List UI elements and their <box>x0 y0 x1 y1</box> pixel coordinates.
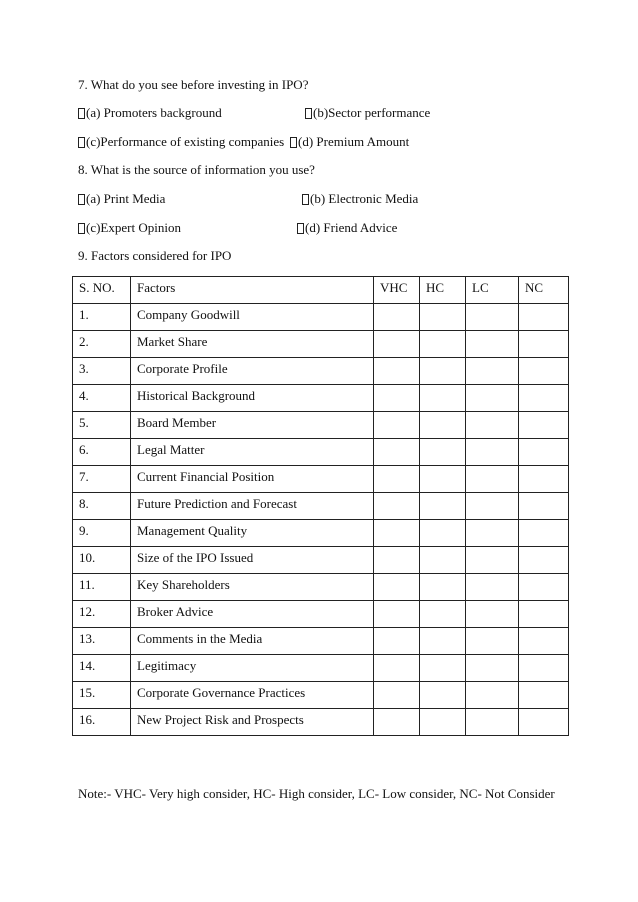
factor-name: Broker Advice <box>131 601 374 628</box>
checkbox-icon[interactable] <box>290 137 297 148</box>
rating-cell-nc[interactable] <box>519 439 569 466</box>
rating-cell-nc[interactable] <box>519 466 569 493</box>
table-row <box>73 547 569 574</box>
rating-cell-nc[interactable] <box>519 331 569 358</box>
factor-name: Historical Background <box>131 385 374 412</box>
row-number: 10. <box>73 547 131 574</box>
factor-name: Future Prediction and Forecast <box>131 493 374 520</box>
header-lc: LC <box>466 277 519 304</box>
rating-cell-hc[interactable] <box>420 358 466 385</box>
checkbox-icon[interactable] <box>297 223 304 234</box>
rating-cell-hc[interactable] <box>420 628 466 655</box>
rating-cell-hc[interactable] <box>420 520 466 547</box>
rating-cell-lc[interactable] <box>466 682 519 709</box>
row-number: 16. <box>73 709 131 736</box>
rating-cell-hc[interactable] <box>420 493 466 520</box>
factor-name: Current Financial Position <box>131 466 374 493</box>
rating-cell-lc[interactable] <box>466 466 519 493</box>
checkbox-icon[interactable] <box>78 137 85 148</box>
row-number: 4. <box>73 385 131 412</box>
row-number: 6. <box>73 439 131 466</box>
row-number: 13. <box>73 628 131 655</box>
rating-cell-vhc[interactable] <box>374 331 420 358</box>
rating-cell-lc[interactable] <box>466 574 519 601</box>
note-legend: Note:- VHC- Very high consider, HC- High consider, LC- Low consider, NC- Not Consider <box>78 786 555 801</box>
factor-name: Legitimacy <box>131 655 374 682</box>
q8-option-c[interactable]: (c)Expert Opinion <box>78 220 181 236</box>
rating-cell-vhc[interactable] <box>374 439 420 466</box>
rating-cell-nc[interactable] <box>519 412 569 439</box>
factor-name: Size of the IPO Issued <box>131 547 374 574</box>
rating-cell-vhc[interactable] <box>374 493 420 520</box>
table-row <box>73 358 569 385</box>
factor-name: Key Shareholders <box>131 574 374 601</box>
table-row <box>73 655 569 682</box>
checkbox-icon[interactable] <box>78 194 85 205</box>
row-number: 2. <box>73 331 131 358</box>
rating-cell-vhc[interactable] <box>374 385 420 412</box>
factor-name: Management Quality <box>131 520 374 547</box>
rating-cell-hc[interactable] <box>420 574 466 601</box>
rating-cell-nc[interactable] <box>519 682 569 709</box>
row-number: 3. <box>73 358 131 385</box>
question-9: 9. Factors considered for IPO <box>78 248 232 263</box>
table-header-row <box>73 277 569 304</box>
rating-cell-lc[interactable] <box>466 412 519 439</box>
factor-name: New Project Risk and Prospects <box>131 709 374 736</box>
factors-table <box>72 276 569 736</box>
rating-cell-lc[interactable] <box>466 709 519 736</box>
rating-cell-nc[interactable] <box>519 304 569 331</box>
table-row <box>73 493 569 520</box>
row-number: 1. <box>73 304 131 331</box>
row-number: 15. <box>73 682 131 709</box>
q8-option-b[interactable]: (b) Electronic Media <box>302 191 418 207</box>
rating-cell-vhc[interactable] <box>374 628 420 655</box>
rating-cell-hc[interactable] <box>420 412 466 439</box>
table-row <box>73 520 569 547</box>
factor-name: Board Member <box>131 412 374 439</box>
factor-name: Market Share <box>131 331 374 358</box>
checkbox-icon[interactable] <box>78 223 85 234</box>
rating-cell-hc[interactable] <box>420 331 466 358</box>
rating-cell-nc[interactable] <box>519 709 569 736</box>
rating-cell-lc[interactable] <box>466 439 519 466</box>
rating-cell-hc[interactable] <box>420 466 466 493</box>
rating-cell-lc[interactable] <box>466 601 519 628</box>
question-8: 8. What is the source of information you use? <box>78 162 315 177</box>
factor-name: Corporate Profile <box>131 358 374 385</box>
rating-cell-lc[interactable] <box>466 547 519 574</box>
rating-cell-hc[interactable] <box>420 547 466 574</box>
rating-cell-vhc[interactable] <box>374 655 420 682</box>
row-number: 12. <box>73 601 131 628</box>
q8-option-a[interactable]: (a) Print Media <box>78 191 165 207</box>
checkbox-icon[interactable] <box>78 108 85 119</box>
question-7: 7. What do you see before investing in IPO? <box>78 77 309 92</box>
table-row <box>73 439 569 466</box>
factor-name: Company Goodwill <box>131 304 374 331</box>
rating-cell-nc[interactable] <box>519 574 569 601</box>
rating-cell-lc[interactable] <box>466 331 519 358</box>
row-number: 7. <box>73 466 131 493</box>
table-row <box>73 466 569 493</box>
factor-name: Legal Matter <box>131 439 374 466</box>
row-number: 14. <box>73 655 131 682</box>
table-row <box>73 709 569 736</box>
rating-cell-lc[interactable] <box>466 493 519 520</box>
rating-cell-lc[interactable] <box>466 628 519 655</box>
rating-cell-hc[interactable] <box>420 655 466 682</box>
row-number: 5. <box>73 412 131 439</box>
rating-cell-lc[interactable] <box>466 304 519 331</box>
rating-cell-nc[interactable] <box>519 385 569 412</box>
rating-cell-lc[interactable] <box>466 520 519 547</box>
q7-option-a[interactable]: (a) Promoters background <box>78 105 222 121</box>
rating-cell-lc[interactable] <box>466 358 519 385</box>
rating-cell-hc[interactable] <box>420 385 466 412</box>
factor-name: Corporate Governance Practices <box>131 682 374 709</box>
rating-cell-nc[interactable] <box>519 547 569 574</box>
rating-cell-lc[interactable] <box>466 385 519 412</box>
table-row <box>73 574 569 601</box>
table-row <box>73 682 569 709</box>
header-factors: Factors <box>131 277 374 304</box>
rating-cell-vhc[interactable] <box>374 574 420 601</box>
checkbox-icon[interactable] <box>302 194 309 205</box>
rating-cell-vhc[interactable] <box>374 412 420 439</box>
row-number: 8. <box>73 493 131 520</box>
q7-option-b[interactable]: (b)Sector performance <box>305 105 430 121</box>
header-nc: NC <box>519 277 569 304</box>
rating-cell-nc[interactable] <box>519 601 569 628</box>
q7-option-d[interactable]: (d) Premium Amount <box>290 134 409 150</box>
rating-cell-vhc[interactable] <box>374 709 420 736</box>
rating-cell-lc[interactable] <box>466 655 519 682</box>
q8-option-d[interactable]: (d) Friend Advice <box>297 220 397 236</box>
header-hc: HC <box>420 277 466 304</box>
rating-cell-nc[interactable] <box>519 358 569 385</box>
row-number: 9. <box>73 520 131 547</box>
rating-cell-vhc[interactable] <box>374 601 420 628</box>
rating-cell-nc[interactable] <box>519 493 569 520</box>
rating-cell-vhc[interactable] <box>374 358 420 385</box>
checkbox-icon[interactable] <box>305 108 312 119</box>
rating-cell-nc[interactable] <box>519 655 569 682</box>
rating-cell-hc[interactable] <box>420 682 466 709</box>
table-row <box>73 304 569 331</box>
table-row <box>73 601 569 628</box>
table-row <box>73 331 569 358</box>
rating-cell-vhc[interactable] <box>374 547 420 574</box>
table-row <box>73 628 569 655</box>
q7-option-c[interactable]: (c)Performance of existing companies <box>78 134 284 150</box>
rating-cell-hc[interactable] <box>420 439 466 466</box>
rating-cell-hc[interactable] <box>420 304 466 331</box>
header-vhc: VHC <box>374 277 420 304</box>
rating-cell-vhc[interactable] <box>374 304 420 331</box>
rating-cell-hc[interactable] <box>420 601 466 628</box>
rating-cell-hc[interactable] <box>420 709 466 736</box>
table-row <box>73 412 569 439</box>
factor-name: Comments in the Media <box>131 628 374 655</box>
row-number: 11. <box>73 574 131 601</box>
table-row <box>73 385 569 412</box>
rating-cell-vhc[interactable] <box>374 520 420 547</box>
rating-cell-vhc[interactable] <box>374 466 420 493</box>
rating-cell-nc[interactable] <box>519 628 569 655</box>
header-sno: S. NO. <box>73 277 131 304</box>
rating-cell-nc[interactable] <box>519 520 569 547</box>
rating-cell-vhc[interactable] <box>374 682 420 709</box>
